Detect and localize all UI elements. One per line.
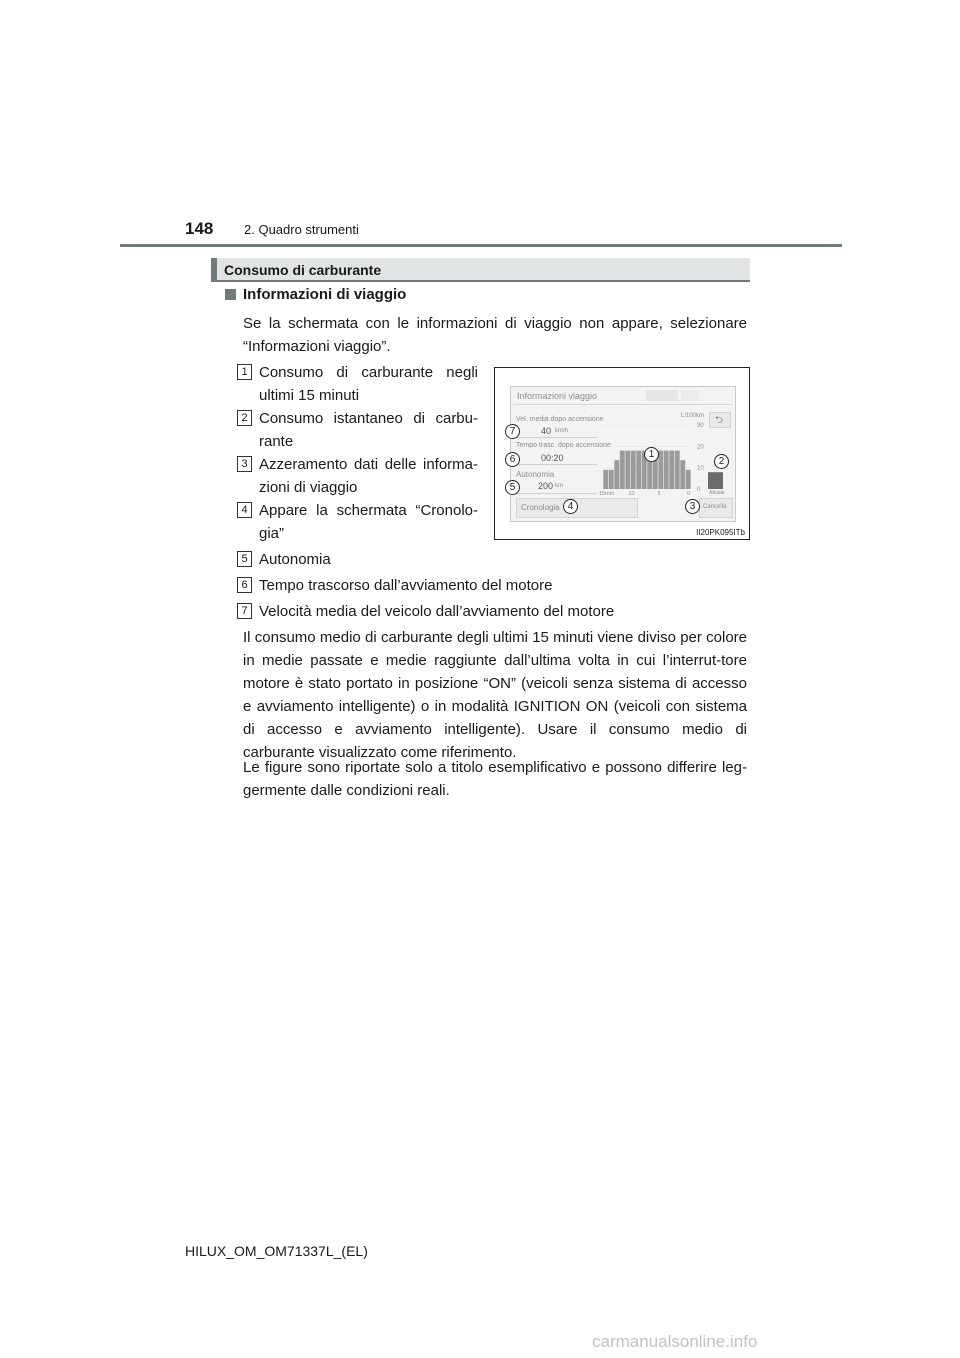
item-line: Consumo di carburante negli xyxy=(259,364,478,381)
history-bar xyxy=(620,451,625,489)
history-bar xyxy=(658,451,663,489)
item-line: Consumo istantaneo di carbu- xyxy=(259,410,478,427)
figure-code: II20PK095ITb xyxy=(696,528,745,537)
y-tick-label: 20 xyxy=(697,444,704,451)
callout-6: 6 xyxy=(505,452,520,467)
item-line: zioni di viaggio xyxy=(259,479,358,496)
chart-unit-label: L/100km xyxy=(681,413,705,419)
range-unit: km xyxy=(555,483,563,489)
list-item: Tempo trascorso dall’avviamento del motore xyxy=(259,577,553,594)
item-line: gia” xyxy=(259,525,285,542)
avg-speed-value: 40 xyxy=(541,426,552,436)
item-line: Appare la schermata “Cronolo- xyxy=(259,502,478,519)
header-rule xyxy=(120,244,842,247)
y-tick-label: 10 xyxy=(697,465,704,472)
list-item: Autonomia xyxy=(259,551,331,568)
item-number: 7 xyxy=(237,603,252,619)
item-line: Azzeramento dati delle informa- xyxy=(259,456,478,473)
current-label: Attuale xyxy=(709,490,725,496)
subsection-bullet-icon xyxy=(225,289,236,300)
item-number: 3 xyxy=(237,456,252,472)
history-bar xyxy=(603,470,608,489)
item-number: 2 xyxy=(237,410,252,426)
callout-4: 4 xyxy=(563,499,578,514)
range-value: 200 xyxy=(538,481,554,491)
x-tick-label: 10 xyxy=(628,491,635,497)
trip-info-screen xyxy=(510,386,736,522)
item-number: 5 xyxy=(237,551,252,567)
item-line: ultimi 15 minuti xyxy=(259,387,360,404)
screen-title: Informazioni viaggio xyxy=(517,391,598,401)
y-tick-label: 0 xyxy=(697,487,701,493)
history-button-label: Cronologia xyxy=(521,503,560,512)
subsection-title: Informazioni di viaggio xyxy=(243,286,407,303)
body-paragraph: Le figure sono riportate solo a titolo esemplificativo e possono differire leg-germente dalle condizioni reali. xyxy=(243,759,747,799)
list-item xyxy=(259,499,478,545)
history-bar xyxy=(631,451,636,489)
item-line: rante xyxy=(259,433,294,450)
item-number: 1 xyxy=(237,364,252,380)
callout-3: 3 xyxy=(685,499,700,514)
intro-text: Se la schermata con le informazioni di viaggio non appare, selezionare “Informazioni viaggio”. xyxy=(243,315,747,355)
callout-2: 2 xyxy=(714,454,729,469)
time-value: 00:20 xyxy=(541,453,564,463)
list-item xyxy=(259,407,478,453)
history-bar xyxy=(614,460,619,489)
history-bar xyxy=(680,460,685,489)
history-bar xyxy=(609,470,614,489)
history-bar xyxy=(669,451,674,489)
avg-speed-label: Vel. media dopo accensione xyxy=(516,416,604,423)
history-bar xyxy=(675,451,680,489)
chapter-title: 2. Quadro strumenti xyxy=(244,222,359,237)
trip-info-figure xyxy=(494,367,750,540)
history-bar xyxy=(636,451,641,489)
list-item xyxy=(259,361,478,407)
back-arrow-icon: ⮌ xyxy=(715,415,724,426)
callout-1: 1 xyxy=(644,447,659,462)
item-number: 6 xyxy=(237,577,252,593)
history-bar xyxy=(625,451,630,489)
list-item: Velocità media del veicolo dall’avviamento del motore xyxy=(259,603,615,620)
item-number: 4 xyxy=(237,502,252,518)
avg-speed-unit: km/h xyxy=(555,428,569,434)
list-item xyxy=(259,453,478,499)
body-paragraph: Il consumo medio di carburante degli ultimi 15 minuti viene diviso per colore in medie passate e medie raggiunte dall’ultima volta in cui l’interrut-tore motore è stato portato in posizione “ON” (veicoli senza sistema di accesso e avviamento intelligente) o in modalità IGNITION ON (veicoli con sistema di accesso e avviamento intelligente). Usare il consumo medio di carburante visualizzato come riferimento. xyxy=(243,629,747,761)
x-tick-label: 5 xyxy=(657,491,661,497)
time-label: Tempo trasc. dopo accensione xyxy=(516,442,611,449)
watermark: carmanualsonline.info xyxy=(592,1332,758,1351)
callout-7: 7 xyxy=(505,424,520,439)
footer-manual-code: HILUX_OM_OM71337L_(EL) xyxy=(185,1243,368,1259)
section-title: Consumo di carburante xyxy=(224,262,382,278)
x-tick-label: 0 xyxy=(687,491,691,497)
y-tick-label: 30 xyxy=(697,423,704,429)
current-bar xyxy=(708,472,723,489)
callout-5: 5 xyxy=(505,480,520,495)
history-bar xyxy=(686,470,691,489)
section-accent xyxy=(211,258,217,280)
section-header xyxy=(211,258,750,282)
fuel-history-chart xyxy=(511,387,735,521)
history-bar xyxy=(664,451,669,489)
page-number: 148 xyxy=(185,219,214,238)
range-label: Autonomia xyxy=(516,470,555,479)
x-tick-label: 15min xyxy=(599,491,614,497)
clear-button-label: Cancella xyxy=(703,504,727,510)
